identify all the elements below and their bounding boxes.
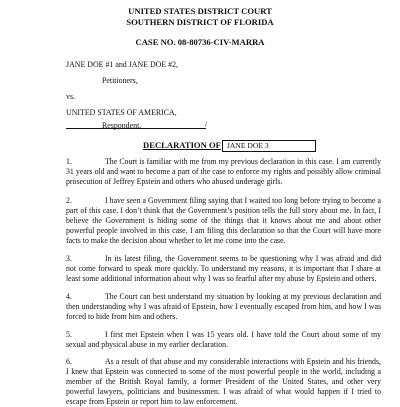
paragraph-number: 6. [66, 357, 72, 366]
district-name: SOUTHERN DISTRICT OF FLORIDA [126, 16, 274, 27]
case-number: CASE NO. 08-80736-CIV-MARRA [135, 37, 265, 47]
respondent-name: UNITED STATES OF AMERICA, [66, 108, 177, 117]
paragraph-number: 2. [66, 196, 72, 205]
paragraph-number: 1. [66, 157, 72, 166]
petitioners-label: Petitioners, [102, 76, 138, 85]
paragraph-number: 5. [66, 330, 72, 339]
paragraph-number: 4. [66, 292, 72, 301]
petitioners-names: JANE DOE #1 and JANE DOE #2, [66, 60, 178, 69]
paragraph-1 [66, 157, 381, 187]
declaration-title [143, 140, 316, 152]
paragraph-text: As a result of that abuse and my considerable interactions with Epstein and his friends, I knew that Epstein was connected to some of the most powerful people in the world, including a member of the British Royal family, a former President of the United States, and other very powerful lawyers, politicians and businessmen. I was afraid of what would happen if I tried to escape from Epstein or report him to law enforcement. [66, 357, 381, 406]
paragraph-text: I first met Epstein when I was 15 years old. I have told the Court about some of my sexual and physical abuse in my earlier declaration. [66, 330, 381, 349]
court-name: UNITED STATES DISTRICT COURT [128, 6, 272, 16]
paragraph-text: I have seen a Government filing saying that I waited too long before trying to become a part of this case. I don’t think that the Government’s position tells the full story about me. In fact, I believe the Government is hiding some of the things that it knows about me and about other powerful people involved in this case. I am filing this declaration so that the Court will have more facts to make the decision about whether to let me come into the case. [66, 196, 381, 245]
paragraph-text: In its latest filing, the Government seems to be questioning why I was afraid and did not come forward to speak more quickly. To understand my reasons, it is important that I share at least some additional information about why I was so fearful after my abuse by Epstein and others. [66, 254, 381, 283]
paragraph-4 [66, 292, 381, 322]
caption-signature-line [66, 128, 206, 129]
paragraph-text: The Court is familiar with me from my previous declaration in this case. I am currently 31 years old and want to become a part of the case to enforce my rights and possibly allow criminal prosecution of Jeffrey Epstein and others who abused underage girls. [66, 157, 381, 186]
versus-label: vs. [66, 92, 75, 101]
declaration-label: DECLARATION OF [143, 140, 221, 150]
paragraph-5 [66, 330, 381, 350]
declarant-name-field[interactable]: JANE DOE 3 [222, 140, 316, 152]
respondent-label: Respondent. [102, 121, 142, 130]
paragraph-3 [66, 254, 381, 284]
paragraph-2 [66, 196, 381, 246]
court-header [0, 6, 400, 27]
paragraph-number: 3. [66, 254, 72, 263]
paragraph-text: The Court can best understand my situation by looking at my previous declaration and then understanding why I was afraid of Epstein, how I eventually escaped from him, and how I was forced to hide from him and others. [66, 292, 381, 321]
caption-slash: / [205, 120, 208, 129]
